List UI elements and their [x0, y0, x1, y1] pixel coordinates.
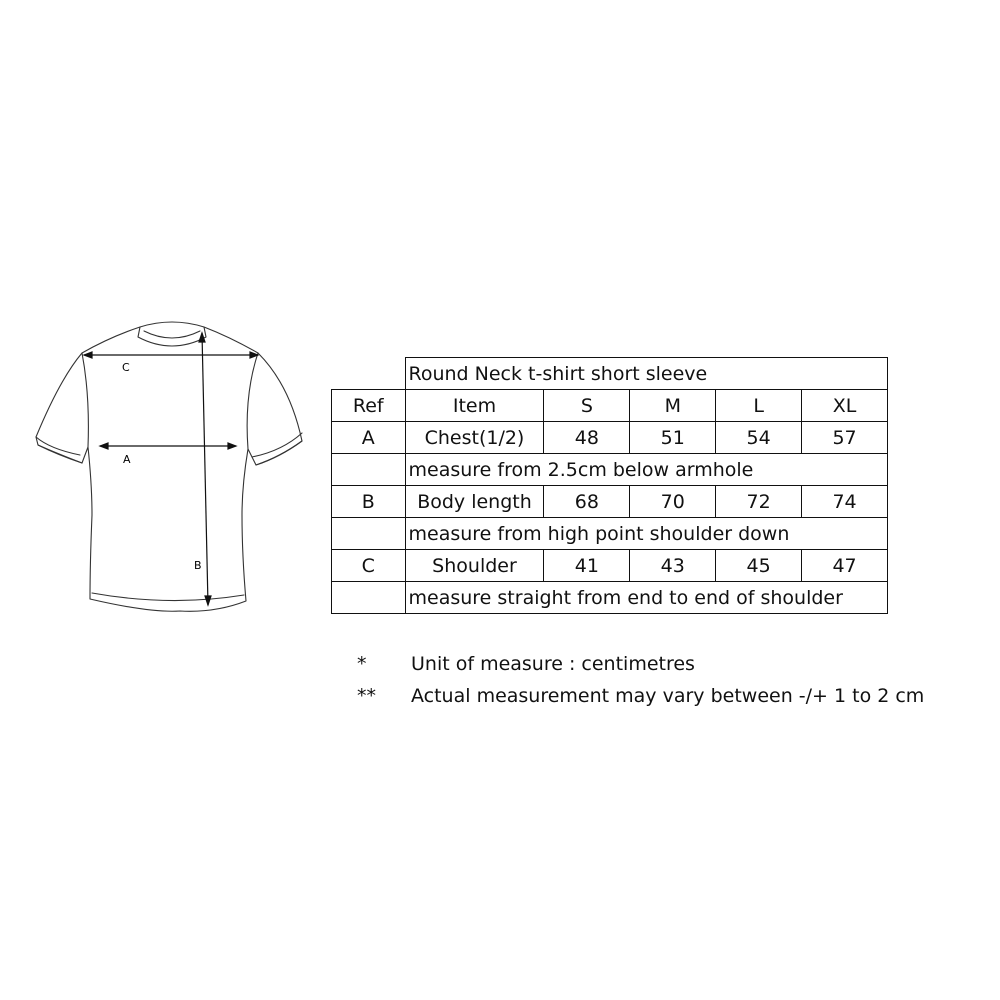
table-title-row	[332, 358, 888, 390]
footnote-text: Unit of measure : centimetres	[411, 653, 695, 675]
footnote	[355, 648, 924, 680]
row-ref: C	[332, 550, 406, 582]
footnote	[355, 680, 924, 712]
row-value: 41	[544, 550, 630, 582]
header-item: Item	[405, 390, 544, 422]
label-b: B	[194, 559, 202, 572]
row-value: 43	[630, 550, 716, 582]
table-note-row	[332, 582, 888, 614]
row-value: 47	[802, 550, 888, 582]
row-value: 45	[716, 550, 802, 582]
row-value: 74	[802, 486, 888, 518]
size-table	[331, 357, 888, 614]
header-size-xl: XL	[802, 390, 888, 422]
shirt-body-outline	[36, 327, 302, 611]
table-row	[332, 550, 888, 582]
row-note: measure straight from end to end of shoulder	[405, 582, 888, 614]
label-a: A	[123, 453, 131, 466]
row-note: measure from high point shoulder down	[405, 518, 888, 550]
table-note-row	[332, 454, 888, 486]
row-item: Chest(1/2)	[405, 422, 544, 454]
row-value: 48	[544, 422, 630, 454]
footnotes	[355, 648, 924, 712]
table-row	[332, 422, 888, 454]
label-c: C	[122, 361, 130, 374]
row-ref: B	[332, 486, 406, 518]
row-value: 68	[544, 486, 630, 518]
right-cuff	[252, 433, 302, 465]
collar-inner	[144, 331, 200, 338]
right-armhole	[247, 353, 258, 449]
tshirt-diagram	[30, 315, 315, 615]
left-armhole	[82, 353, 88, 447]
header-ref: Ref	[332, 390, 406, 422]
row-ref: A	[332, 422, 406, 454]
footnote-mark: **	[357, 685, 376, 707]
row-note: measure from 2.5cm below armhole	[405, 454, 888, 486]
row-item: Body length	[405, 486, 544, 518]
row-value: 57	[802, 422, 888, 454]
table-row	[332, 486, 888, 518]
header-size-l: L	[716, 390, 802, 422]
row-item: Shoulder	[405, 550, 544, 582]
header-size-s: S	[544, 390, 630, 422]
left-cuff	[36, 437, 82, 463]
header-size-m: M	[630, 390, 716, 422]
footnote-mark: *	[357, 653, 367, 675]
row-value: 54	[716, 422, 802, 454]
table-note-row	[332, 518, 888, 550]
hem-line	[92, 593, 244, 601]
table-header-row	[332, 390, 888, 422]
table-title: Round Neck t-shirt short sleeve	[405, 358, 888, 390]
row-value: 70	[630, 486, 716, 518]
row-value: 51	[630, 422, 716, 454]
collar-outline	[138, 322, 206, 346]
footnote-text: Actual measurement may vary between -/+ 1 to 2 cm	[411, 685, 925, 707]
row-value: 72	[716, 486, 802, 518]
length-arrow	[202, 333, 208, 605]
